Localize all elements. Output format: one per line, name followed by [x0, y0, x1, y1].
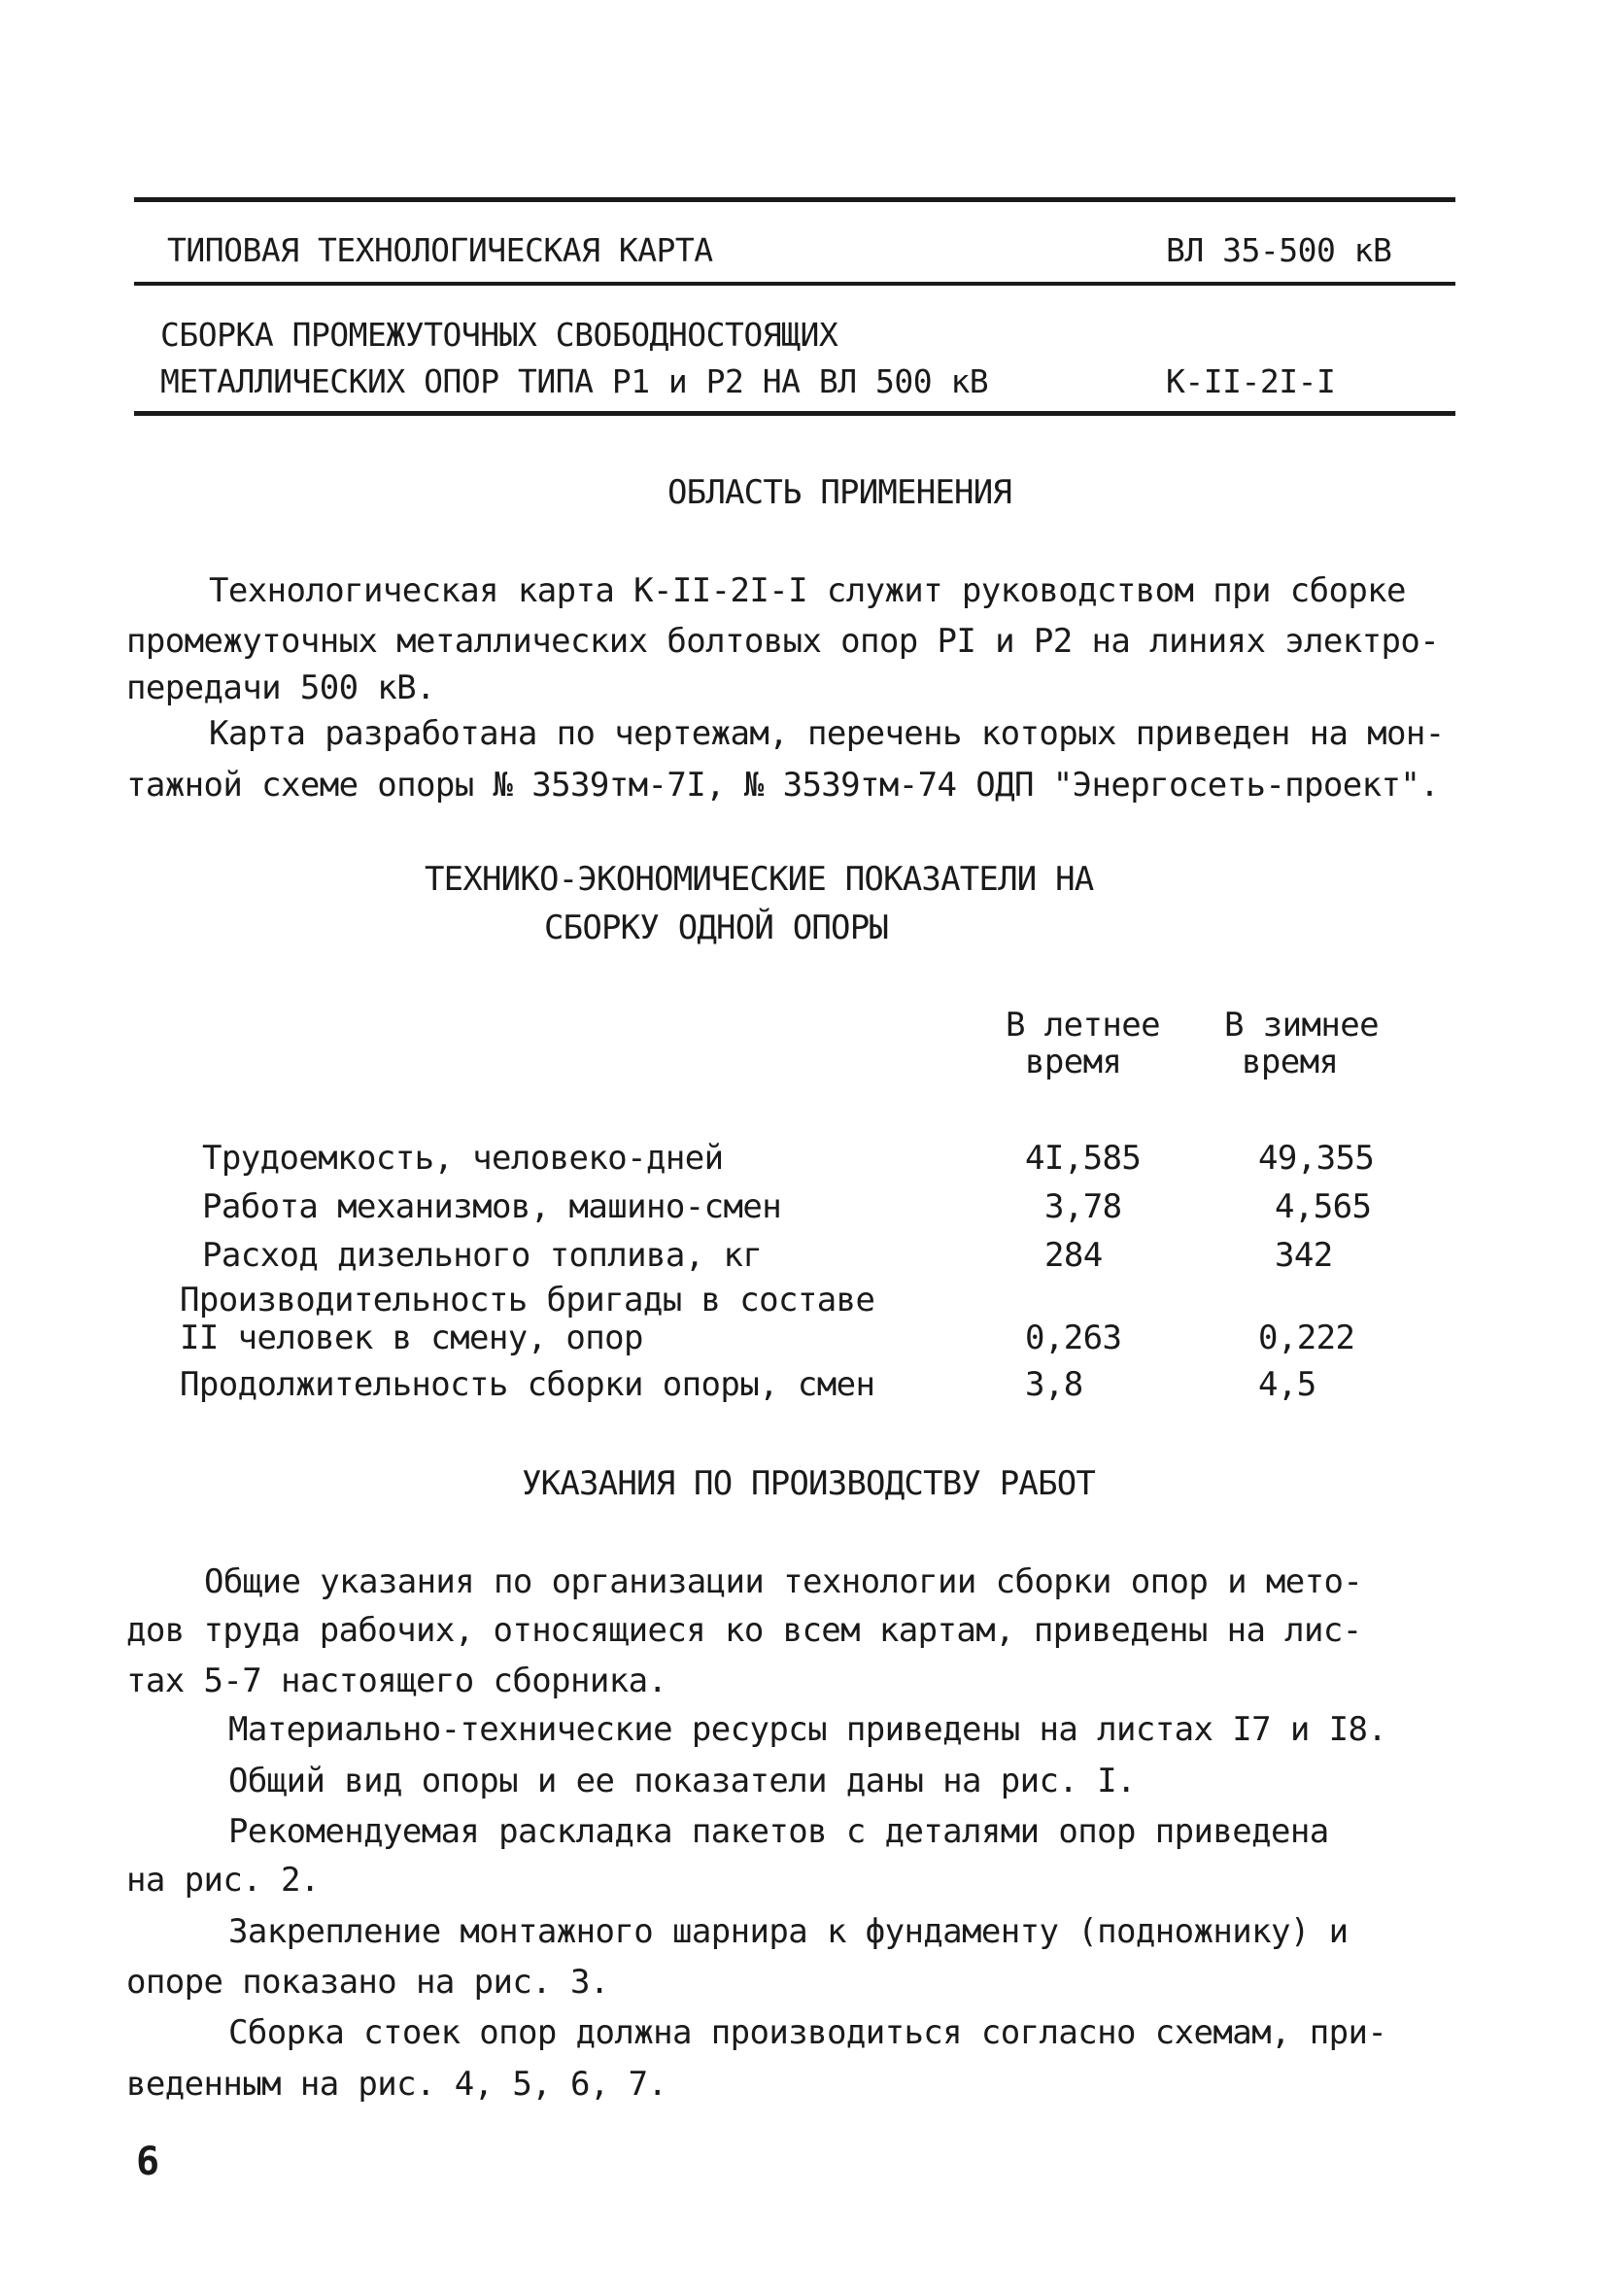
header-middle-rule: [134, 282, 1455, 286]
section1-line: Технологическая карта К-II-2I-I служит руководством при сборке: [209, 571, 1406, 610]
section1-line: передачи 500 кВ.: [126, 668, 435, 707]
section3-line: Сборка стоек опор должна производиться согласно схемам, при-: [228, 2013, 1387, 2052]
table-cell-summer: 3,8: [1025, 1365, 1083, 1404]
section1-line: промежуточных металлических болтовых опор РI и Р2 на линиях электро-: [126, 622, 1440, 661]
header-doc-type: ТИПОВАЯ ТЕХНОЛОГИЧЕСКАЯ КАРТА: [167, 231, 713, 269]
column-header-summer: В летнее: [1006, 1006, 1160, 1045]
section2-title-line2: СБОРКУ ОДНОЙ ОПОРЫ: [544, 908, 889, 947]
section3-line: опоре показано на рис. 3.: [126, 1963, 609, 2002]
table-cell-winter: 0,222: [1258, 1319, 1355, 1357]
section3-title: УКАЗАНИЯ ПО ПРОИЗВОДСТВУ РАБОТ: [522, 1464, 1096, 1503]
section1-title: ОБЛАСТЬ ПРИМЕНЕНИЯ: [667, 473, 1012, 512]
section3-line: дов труда рабочих, относящиеся ко всем картам, приведены на лис-: [126, 1611, 1362, 1650]
section3-line: Материально-технические ресурсы приведены на листах I7 и I8.: [228, 1710, 1387, 1749]
table-cell-summer: 284: [1044, 1236, 1103, 1275]
section3-line: Рекомендуемая раскладка пакетов с деталями опор приведена: [228, 1812, 1329, 1851]
section2-title-line1: ТЕХНИКО-ЭКОНОМИЧЕСКИЕ ПОКАЗАТЕЛИ НА: [425, 860, 1094, 899]
section3-line: Закрепление монтажного шарнира к фундаменту (подножнику) и: [228, 1912, 1349, 1951]
table-cell-summer: 3,78: [1044, 1187, 1122, 1226]
section3-line: веденным на рис. 4, 5, 6, 7.: [126, 2065, 667, 2104]
header-title-line1: СБОРКА ПРОМЕЖУТОЧНЫХ СВОБОДНОСТОЯЩИХ: [160, 316, 838, 354]
table-cell-winter: 4,565: [1275, 1187, 1372, 1226]
header-bottom-rule: [134, 411, 1455, 416]
table-row-label: Продолжительность сборки опоры, смен: [180, 1365, 875, 1404]
column-header-winter: В зимнее: [1224, 1006, 1379, 1045]
header-voltage-range: ВЛ 35-500 кВ: [1166, 231, 1392, 269]
header-title-line2: МЕТАЛЛИЧЕСКИХ ОПОР ТИПА Р1 и Р2 НА ВЛ 500 кВ: [160, 362, 989, 400]
table-cell-summer: 4I,585: [1025, 1139, 1142, 1178]
section3-line: Общий вид опоры и ее показатели даны на рис. I.: [228, 1762, 1136, 1800]
section3-line: тах 5-7 настоящего сборника.: [126, 1662, 667, 1700]
table-row-label: Производительность бригады в составе: [180, 1281, 875, 1319]
section3-line: на рис. 2.: [126, 1861, 320, 1900]
section1-line: тажной схеме опоры № 3539тм-7I, № 3539тм-74 ОДП "Энергосеть-проект".: [126, 766, 1440, 805]
section1-line: Карта разработана по чертежам, перечень которых приведен на мон-: [209, 714, 1445, 753]
column-header-summer: время: [1025, 1043, 1122, 1081]
table-cell-winter: 4,5: [1258, 1365, 1316, 1404]
table-row-label: II человек в смену, опор: [180, 1319, 643, 1357]
table-cell-winter: 49,355: [1258, 1139, 1375, 1178]
table-row-label: Расход дизельного топлива, кг: [202, 1236, 763, 1275]
header-card-code: К-II-2I-I: [1166, 362, 1336, 400]
page-number: 6: [136, 2140, 160, 2184]
column-header-winter: время: [1242, 1043, 1339, 1081]
header-top-rule: [134, 197, 1455, 202]
table-cell-winter: 342: [1275, 1236, 1333, 1275]
table-row-label: Трудоемкость, человеко-дней: [202, 1139, 724, 1178]
table-row-label: Работа механизмов, машино-смен: [202, 1187, 782, 1226]
section3-line: Общие указания по организации технологии сборки опор и мето-: [204, 1562, 1363, 1601]
table-cell-summer: 0,263: [1025, 1319, 1122, 1357]
